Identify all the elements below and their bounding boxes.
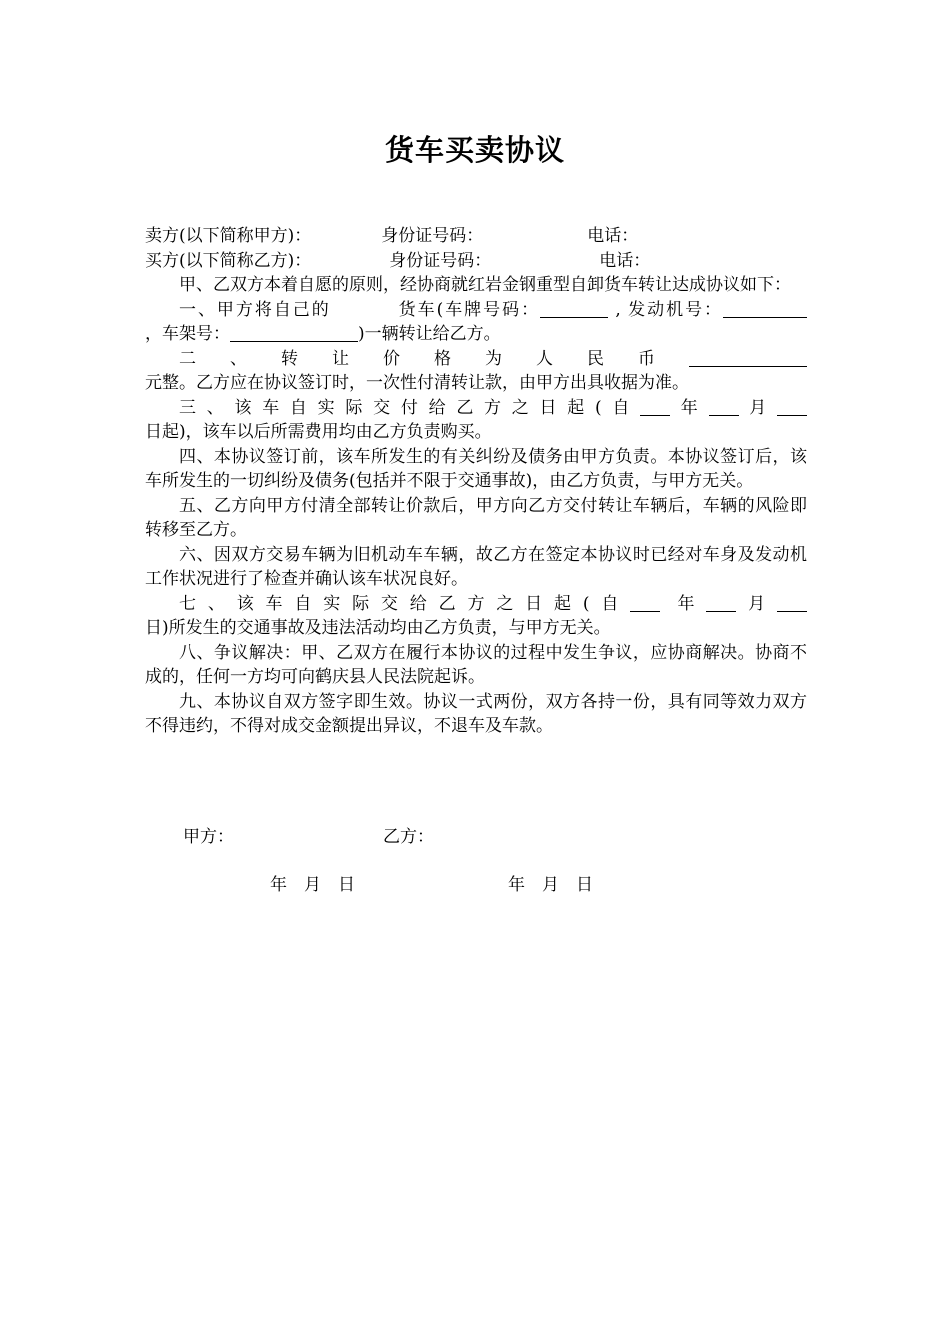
seller-phone-label: 电话： <box>587 226 639 246</box>
price-blank <box>689 348 807 367</box>
party-b-date: 年 月 日 <box>508 875 593 895</box>
party-a-date: 年 月 日 <box>270 875 355 895</box>
document-body <box>145 224 807 739</box>
clause-1: 一、甲方将自己的 货车(车牌号码： , 发动机号：，车架号： )一辆转让给乙方。 <box>145 298 807 347</box>
seller-id-label: 身份证号码： <box>381 226 484 246</box>
document-title: 货车买卖协议 <box>384 133 565 167</box>
seller-line <box>145 224 807 249</box>
party-b-signature-label: 乙方： <box>383 827 434 847</box>
frame-number-blank <box>230 323 358 342</box>
clause-5: 五、乙方向甲方付清全部转让价款后，甲方向乙方交付转让车辆后，车辆的风险即转移至乙方。 <box>145 495 807 540</box>
buyer-line <box>145 249 807 274</box>
clause-7: 七、该车自实际交给乙方之日起(自 年 月日)所发生的交通事故及违法活动均由乙方负责，与甲方无关。 <box>145 592 807 641</box>
buyer-label: 买方(以下简称乙方)： <box>145 250 312 271</box>
engine-number-blank <box>723 299 807 318</box>
clause-9: 九、本协议自双方签字即生效。协议一式两份，双方各持一份，具有同等效力双方不得违约，不得对成交金额提出异议，不退车及车款。 <box>145 691 807 736</box>
buyer-phone-label: 电话： <box>599 250 651 271</box>
clause-4: 四、本协议签订前，该车所发生的有关纠纷及债务由甲方负责。本协议签订后，该车所发生的一切纠纷及债务(包括并不限于交通事故)，由乙方负责，与甲方无关。 <box>145 446 807 491</box>
party-a-signature-label: 甲方： <box>183 827 234 847</box>
clause-6: 六、因双方交易车辆为旧机动车车辆，故乙方在签定本协议时已经对车身及发动机工作状况进行了检查并确认该车状况良好。 <box>145 544 807 589</box>
seller-label: 卖方(以下简称甲方)： <box>145 226 312 246</box>
buyer-id-label: 身份证号码： <box>389 250 492 271</box>
intro-paragraph: 甲、乙双方本着自愿的原则，经协商就红岩金钢重型自卸货车转让达成协议如下： <box>179 275 791 295</box>
clause-3: 三、该车自实际交付给乙方之日起(自 年 月日起)，该车以后所需费用均由乙方负责购买。 <box>145 396 807 445</box>
clause-2: 二、转让价格为人民币元整。乙方应在协议签订时，一次性付清转让款，由甲方出具收据为准。 <box>145 347 807 396</box>
plate-number-blank <box>540 299 608 318</box>
clause-8: 八、争议解决：甲、乙双方在履行本协议的过程中发生争议，应协商解决。协商不成的，任何一方均可向鹤庆县人民法院起诉。 <box>145 642 807 687</box>
